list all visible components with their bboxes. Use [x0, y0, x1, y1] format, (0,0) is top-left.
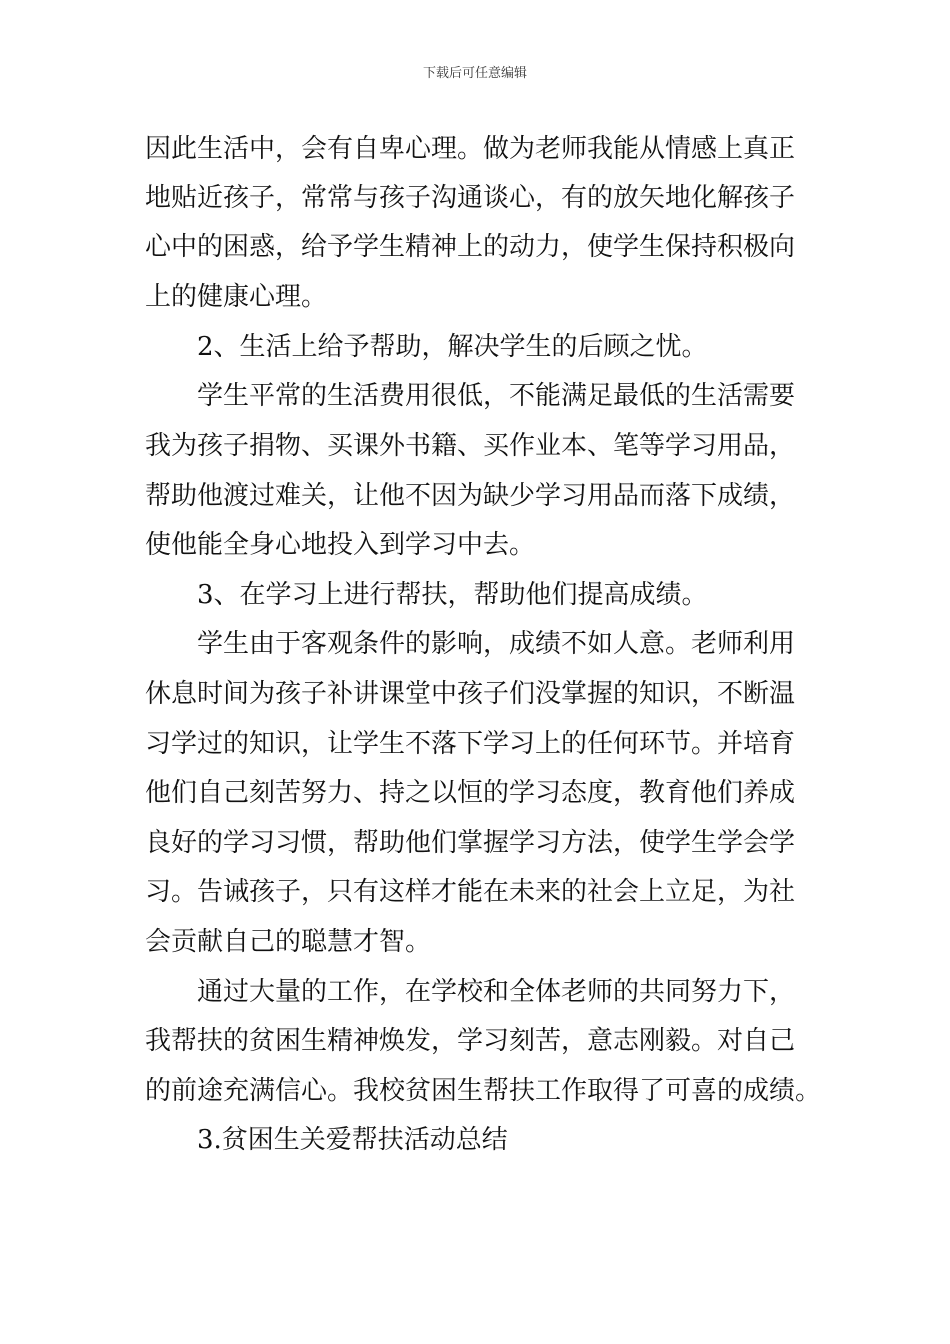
- text-line: 帮助他渡过难关，让他不因为缺少学习用品而落下成绩，: [145, 481, 796, 511]
- text-line: 学生平常的生活费用很低，不能满足最低的生活需要: [197, 381, 796, 411]
- page-header: 下载后可任意编辑: [422, 66, 527, 81]
- text-line: 我帮扶的贫困生精神焕发，学习刻苦，意志刚毅。对自己: [145, 1026, 796, 1056]
- text-line: 地贴近孩子，常常与孩子沟通谈心，有的放矢地化解孩子: [145, 183, 796, 213]
- text-line: 会贡献自己的聪慧才智。: [145, 927, 432, 957]
- text-line: 良好的学习习惯，帮助他们掌握学习方法，使学生学会学: [145, 828, 796, 858]
- text-line: 学生由于客观条件的影响，成绩不如人意。老师利用: [197, 629, 796, 659]
- text-line: 使他能全身心地投入到学习中去。: [145, 530, 536, 560]
- text-line: 我为孩子捐物、买课外书籍、买作业本、笔等学习用品，: [145, 431, 796, 461]
- text-line: 休息时间为孩子补讲课堂中孩子们没掌握的知识，不断温: [145, 679, 796, 709]
- text-line: 的前途充满信心。我校贫困生帮扶工作取得了可喜的成绩。: [145, 1076, 822, 1106]
- text-line: 上的健康心理。: [145, 282, 328, 312]
- section-heading: 3、在学习上进行帮扶，帮助他们提高成绩。: [197, 580, 708, 610]
- text-line: 因此生活中，会有自卑心理。做为老师我能从情感上真正: [145, 134, 796, 164]
- text-line: 习学过的知识，让学生不落下学习上的任何环节。并培育: [145, 729, 796, 759]
- section-heading: 3.贫困生关爱帮扶活动总结: [197, 1125, 508, 1155]
- text-line: 通过大量的工作，在学校和全体老师的共同努力下，: [197, 977, 796, 1007]
- text-line: 心中的困惑，给予学生精神上的动力，使学生保持积极向: [145, 232, 796, 262]
- text-line: 习。告诫孩子，只有这样才能在未来的社会上立足，为社: [145, 877, 796, 907]
- section-heading: 2、生活上给予帮助，解决学生的后顾之忧。: [197, 332, 708, 362]
- text-line: 他们自己刻苦努力、持之以恒的学习态度，教育他们养成: [145, 778, 796, 808]
